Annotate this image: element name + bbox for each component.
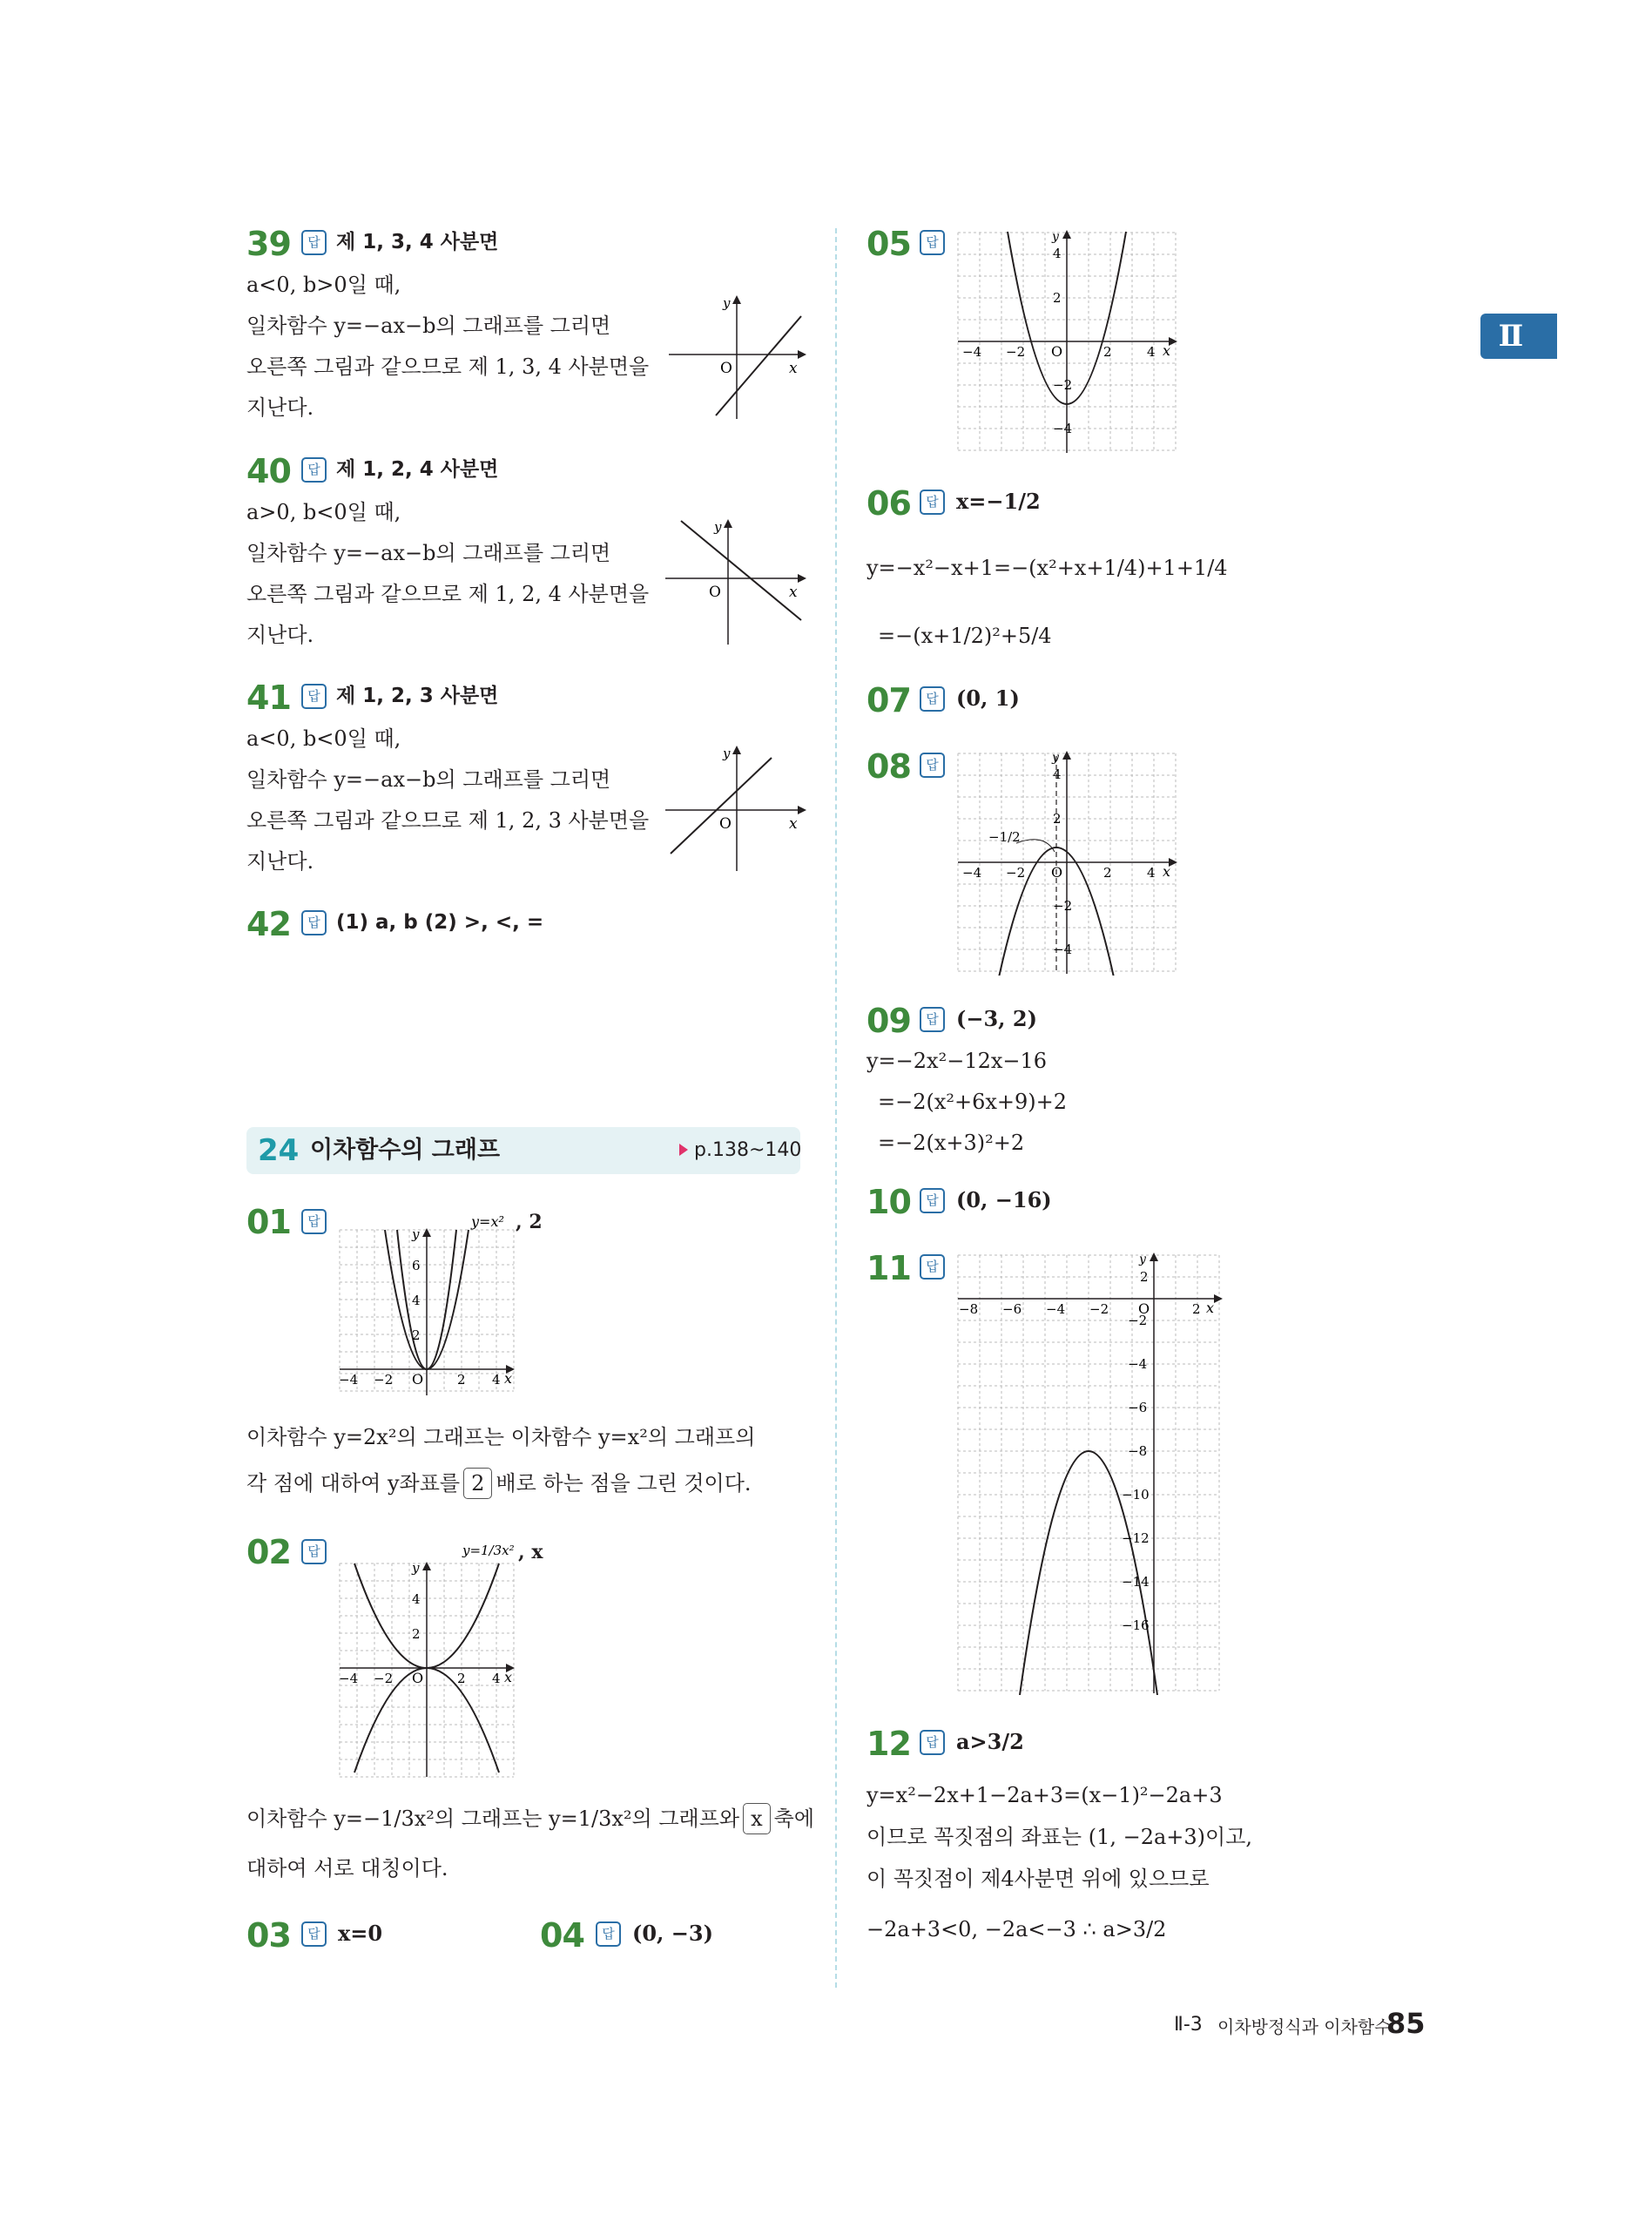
svg-text:O: O bbox=[719, 815, 732, 833]
problem-number: 06 bbox=[866, 484, 911, 523]
svg-text:−14: −14 bbox=[1122, 1574, 1150, 1590]
solution-line: 지난다. bbox=[246, 395, 314, 420]
solution-line: 이 꼭짓점이 제4사분면 위에 있으므로 bbox=[866, 1867, 1210, 1891]
answer-badge: 답 bbox=[920, 490, 945, 515]
problem-number: 42 bbox=[246, 905, 291, 943]
solution-line: =−(x+1/2)²+5/4 bbox=[878, 624, 1052, 648]
solution-line: a>0, b<0일 때, bbox=[246, 500, 401, 524]
problem-number: 02 bbox=[246, 1533, 291, 1571]
svg-text:2: 2 bbox=[1140, 1269, 1149, 1285]
graph-40 bbox=[662, 514, 819, 649]
problem-number: 41 bbox=[246, 679, 291, 717]
svg-text:4: 4 bbox=[492, 1671, 501, 1686]
svg-text:−2: −2 bbox=[1006, 865, 1026, 881]
svg-text:y: y bbox=[714, 519, 722, 535]
answer: x=−1/2 bbox=[956, 489, 1041, 514]
svg-text:2: 2 bbox=[1103, 344, 1112, 360]
solution-line: 각 점에 대하여 y좌표를 2 배로 하는 점을 그린 것이다. bbox=[246, 1468, 752, 1499]
footer-title: 이차방정식과 이차함수 bbox=[1217, 2016, 1392, 2037]
answer-badge: 답 bbox=[920, 1188, 945, 1213]
section-page-ref[interactable]: p.138~140 bbox=[694, 1139, 802, 1161]
answer-badge: 답 bbox=[920, 1730, 945, 1755]
section-title: 이차함수의 그래프 bbox=[310, 1137, 501, 1164]
answer-badge: 답 bbox=[301, 230, 327, 255]
graph-39 bbox=[662, 292, 819, 422]
svg-text:2: 2 bbox=[457, 1671, 466, 1686]
svg-text:4: 4 bbox=[1147, 344, 1156, 360]
answer-badge: 답 bbox=[301, 1921, 327, 1947]
svg-text:−4: −4 bbox=[1128, 1356, 1148, 1372]
chapter-tab-label: Ⅱ bbox=[1498, 319, 1524, 354]
answer: (0, 1) bbox=[956, 685, 1020, 711]
solution-line: 일차함수 y=−ax−b의 그래프를 그리면 bbox=[246, 767, 611, 792]
problem-number: 40 bbox=[246, 452, 291, 490]
blank-box: x bbox=[743, 1803, 771, 1834]
solution-line: y=x²−2x+1−2a+3=(x−1)²−2a+3 bbox=[866, 1783, 1223, 1807]
svg-text:y: y bbox=[723, 746, 731, 761]
svg-text:6: 6 bbox=[412, 1258, 421, 1273]
solution-line: a<0, b<0일 때, bbox=[246, 726, 401, 751]
svg-text:−4: −4 bbox=[1053, 421, 1073, 436]
graph-08 bbox=[954, 749, 1180, 976]
svg-text:−2: −2 bbox=[1006, 344, 1026, 360]
answer-badge: 답 bbox=[301, 457, 327, 483]
svg-text:x: x bbox=[504, 1669, 513, 1685]
blank-box: 2 bbox=[463, 1468, 492, 1499]
solution-line: 지난다. bbox=[246, 623, 314, 647]
svg-text:−4: −4 bbox=[1053, 942, 1073, 957]
svg-text:y: y bbox=[412, 1226, 420, 1242]
svg-text:y: y bbox=[1052, 230, 1059, 244]
svg-text:4: 4 bbox=[1053, 766, 1062, 782]
solution-line: 일차함수 y=−ax−b의 그래프를 그리면 bbox=[246, 314, 611, 338]
solution-line: 이차함수 y=2x²의 그래프는 이차함수 y=x²의 그래프의 bbox=[246, 1425, 756, 1449]
solution-line: 대하여 서로 대칭이다. bbox=[246, 1856, 448, 1881]
svg-text:−2: −2 bbox=[1053, 898, 1073, 914]
svg-text:−8: −8 bbox=[959, 1301, 979, 1317]
svg-text:4: 4 bbox=[1053, 246, 1062, 261]
solution-line: y=−2x²−12x−16 bbox=[866, 1049, 1048, 1073]
svg-text:x: x bbox=[1163, 863, 1171, 880]
svg-text:4: 4 bbox=[492, 1372, 501, 1388]
svg-text:−2: −2 bbox=[1128, 1313, 1148, 1328]
problem-number: 09 bbox=[866, 1002, 911, 1040]
svg-text:2: 2 bbox=[457, 1372, 466, 1388]
svg-text:2: 2 bbox=[1192, 1301, 1201, 1317]
svg-text:2: 2 bbox=[1053, 811, 1062, 827]
svg-text:O: O bbox=[1051, 343, 1063, 360]
svg-text:−2: −2 bbox=[1089, 1301, 1109, 1317]
graph-11 bbox=[954, 1251, 1225, 1695]
answer-badge: 답 bbox=[920, 686, 945, 712]
answer: 제 1, 3, 4 사분면 bbox=[336, 231, 499, 253]
answer: (−3, 2) bbox=[956, 1006, 1037, 1031]
svg-text:−6: −6 bbox=[1002, 1301, 1022, 1317]
svg-text:y=x²: y=x² bbox=[471, 1213, 504, 1230]
solution-line: 오른쪽 그림과 같으므로 제 1, 3, 4 사분면을 bbox=[246, 355, 650, 379]
svg-text:x: x bbox=[1163, 342, 1171, 359]
solution-line: 이차함수 y=−1/3x²의 그래프는 y=1/3x²의 그래프와 x 축에 bbox=[246, 1803, 814, 1834]
answer: (1) a, b (2) >, <, = bbox=[336, 911, 544, 934]
svg-text:−4: −4 bbox=[962, 344, 982, 360]
answer: 제 1, 2, 3 사분면 bbox=[336, 685, 499, 707]
svg-text:x: x bbox=[504, 1370, 513, 1387]
page-ref-arrow-icon bbox=[679, 1144, 688, 1156]
answer-badge: 답 bbox=[301, 1539, 327, 1564]
svg-text:−4: −4 bbox=[962, 865, 982, 881]
svg-text:O: O bbox=[412, 1371, 424, 1388]
problem-number: 11 bbox=[866, 1249, 911, 1287]
svg-text:−2: −2 bbox=[374, 1372, 394, 1388]
solution-line: y=−x²−x+1=−(x²+x+1/4)+1+1/4 bbox=[866, 556, 1228, 580]
solution-line: 지난다. bbox=[246, 849, 314, 874]
svg-text:−2: −2 bbox=[374, 1671, 394, 1686]
svg-text:O: O bbox=[412, 1670, 424, 1686]
svg-text:−2: −2 bbox=[1053, 377, 1073, 393]
svg-text:y: y bbox=[1052, 751, 1059, 765]
svg-text:−16: −16 bbox=[1122, 1617, 1150, 1633]
page-number: 85 bbox=[1386, 2007, 1426, 2040]
problem-number: 04 bbox=[540, 1916, 584, 1955]
svg-text:4: 4 bbox=[412, 1591, 421, 1607]
problem-number: 39 bbox=[246, 225, 291, 263]
solution-line: 일차함수 y=−ax−b의 그래프를 그리면 bbox=[246, 541, 611, 565]
answer-badge: 답 bbox=[596, 1921, 621, 1947]
svg-text:x: x bbox=[789, 584, 798, 601]
solution-line: 오른쪽 그림과 같으므로 제 1, 2, 4 사분면을 bbox=[246, 582, 650, 606]
svg-text:y: y bbox=[412, 1560, 420, 1576]
graph-05 bbox=[954, 228, 1180, 455]
svg-text:y: y bbox=[723, 295, 731, 311]
answer-badge: 답 bbox=[301, 684, 327, 709]
answer-badge: 답 bbox=[920, 1254, 945, 1280]
vertex-label: −1/2 bbox=[988, 829, 1021, 845]
answer: 제 1, 2, 4 사분면 bbox=[336, 458, 499, 481]
svg-text:O: O bbox=[1051, 864, 1063, 881]
answer: x=0 bbox=[338, 1921, 383, 1946]
graph-02 bbox=[335, 1537, 553, 1781]
solution-line: =−2(x+3)²+2 bbox=[878, 1131, 1025, 1155]
svg-text:y: y bbox=[1139, 1253, 1146, 1266]
problem-number: 05 bbox=[866, 225, 911, 263]
svg-text:O: O bbox=[1138, 1300, 1150, 1317]
svg-text:x: x bbox=[789, 815, 798, 833]
svg-text:−12: −12 bbox=[1122, 1530, 1150, 1546]
problem-number: 01 bbox=[246, 1203, 291, 1241]
svg-text:2: 2 bbox=[412, 1327, 421, 1343]
problem-number: 03 bbox=[246, 1916, 291, 1955]
column-divider bbox=[835, 228, 837, 1988]
graph-41 bbox=[662, 740, 819, 875]
svg-text:−8: −8 bbox=[1128, 1443, 1148, 1459]
section-number: 24 bbox=[258, 1133, 300, 1168]
svg-text:x: x bbox=[789, 360, 798, 377]
svg-text:x: x bbox=[1206, 1300, 1215, 1316]
solution-line: 이므로 꼭짓점의 좌표는 (1, −2a+3)이고, bbox=[866, 1825, 1253, 1849]
answer-badge: 답 bbox=[920, 230, 945, 255]
answer: (0, −16) bbox=[956, 1187, 1052, 1212]
solution-line: −2a+3<0, −2a<−3 ∴ a>3/2 bbox=[866, 1917, 1167, 1942]
answer-badge: 답 bbox=[301, 910, 327, 935]
footer-chapter: Ⅱ-3 bbox=[1174, 2014, 1203, 2036]
solution-line: =−2(x²+6x+9)+2 bbox=[878, 1090, 1068, 1114]
answer: (0, −3) bbox=[632, 1921, 713, 1946]
answer: , 2 bbox=[516, 1211, 543, 1233]
svg-text:4: 4 bbox=[1147, 865, 1156, 881]
svg-text:2: 2 bbox=[1103, 865, 1112, 881]
problem-number: 07 bbox=[866, 681, 911, 719]
svg-text:−4: −4 bbox=[1046, 1301, 1066, 1317]
answer: a>3/2 bbox=[956, 1729, 1024, 1754]
svg-text:−6: −6 bbox=[1128, 1400, 1148, 1415]
problem-number: 12 bbox=[866, 1725, 911, 1763]
problem-number: 08 bbox=[866, 747, 911, 786]
solution-line: a<0, b>0일 때, bbox=[246, 273, 401, 297]
svg-text:2: 2 bbox=[412, 1626, 421, 1642]
answer-badge: 답 bbox=[920, 1007, 945, 1032]
problem-number: 10 bbox=[866, 1183, 911, 1221]
solution-line: 오른쪽 그림과 같으므로 제 1, 2, 3 사분면을 bbox=[246, 808, 650, 833]
answer-badge: 답 bbox=[301, 1209, 327, 1234]
origin-label: O bbox=[720, 360, 732, 377]
answer-badge: 답 bbox=[920, 753, 945, 778]
svg-text:4: 4 bbox=[412, 1293, 421, 1308]
svg-text:y=1/3x²: y=1/3x² bbox=[462, 1543, 515, 1558]
svg-text:−4: −4 bbox=[339, 1372, 359, 1388]
svg-text:−4: −4 bbox=[339, 1671, 359, 1686]
svg-text:2: 2 bbox=[1053, 290, 1062, 306]
svg-text:O: O bbox=[709, 584, 721, 601]
svg-text:−10: −10 bbox=[1122, 1487, 1150, 1503]
answer: , x bbox=[518, 1541, 543, 1563]
